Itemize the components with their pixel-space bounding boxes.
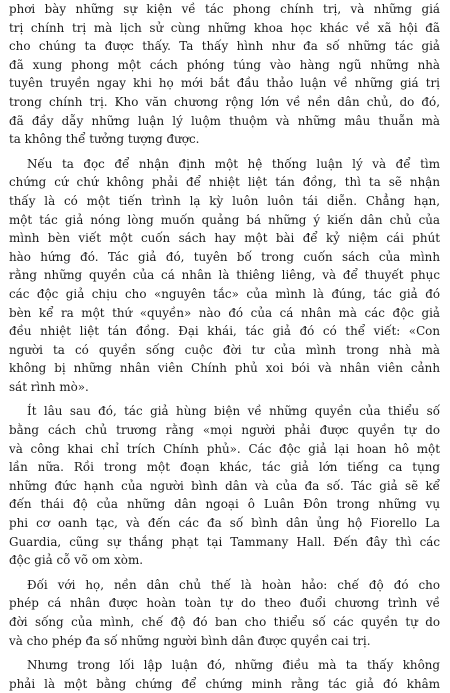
text-line: lần nữa. Rồi trong một đoạn khác, tác giả lớn tiếng ca tụng — [9, 460, 440, 475]
text-line: chứng cứ chứ không phải để nhiệt liệt tán đồng, thì ta sẽ nhận — [9, 175, 440, 190]
text-line: đến thái độ của những dân ngoại ô Luân Đôn trong những vụ — [9, 497, 440, 512]
text-line: trị chính trị mà lịch sử cùng những khoa học khác về xã hội đã — [9, 20, 440, 35]
text-line: cho chúng ta được thấy. Ta thấy hình như đa số những tác giả — [9, 39, 440, 54]
paragraph — [9, 155, 440, 397]
text-line: thấy là có một tiến trình lạ kỳ luôn luôn tái diễn. Chẳng hạn, — [9, 193, 440, 208]
text-line: phơi bày những sự kiện về tác phong chính trị, và những giá — [9, 2, 440, 16]
text-line: bèn kể ra một thứ «quyền» nào đó của cá nhân mà các độc giả — [9, 305, 440, 320]
text-line: ta không thể tưởng tượng được. — [9, 132, 200, 147]
text-line: và công khai chỉ trích Chính phủ». Các độc giả lại hoan hô một — [9, 441, 440, 456]
text-line: một tác giả nóng lòng muốn quảng bá những ý kiến dân chủ của — [9, 212, 440, 227]
text-line: Nhưng trong lối lập luận đó, những điều mà ta thấy không — [27, 658, 440, 673]
text-line: trong chính trị. Kho văn chương rộng lớn về nền dân chủ, do đó, — [9, 94, 440, 109]
text-line: sát rình mò». — [9, 379, 89, 394]
text-line: phải là một bằng chứng để chứng minh rằng tác giả đó khâm — [9, 676, 440, 691]
text-line: hào hứng đó. Tác giả đó, tuyên bố trong cuốn sách của mình — [9, 249, 440, 264]
text-line: Nếu ta đọc để nhận định một hệ thống luận lý và để tìm — [27, 156, 440, 171]
text-line: đều nhiệt liệt tán đồng. Đại khái, tác giả đó có thể viết: «Con — [9, 324, 440, 339]
text-line: phép cá nhân được hoàn toàn tự do theo đuổi chương trình về — [9, 596, 440, 611]
text-line: và cho phép đa số những người bình dân được quyền cai trị. — [9, 633, 371, 648]
paragraph — [9, 576, 440, 650]
text-line: tuyên truyền ngay khi họ mới bắt đầu thảo luận về những giá trị — [9, 76, 440, 91]
text-line: đã đầy dẫy những luận lý luộm thuộm và những mâu thuẫn mà — [9, 113, 440, 128]
paragraph — [9, 656, 440, 693]
text-line: không bị những nhân viên Chính phủ xoi bói và nhân viên cảnh — [9, 361, 440, 376]
text-line: những đức hạnh của người bình dân và của đa số. Tác giả sẽ kể — [9, 478, 440, 493]
text-line: rằng những quyền của cá nhân là thiêng liêng, và để thuyết phục — [9, 268, 440, 283]
text-line: các độc giả chịu cho «nguyên tắc» của mình là đúng, tác giả đó — [9, 286, 440, 301]
text-body — [9, 0, 440, 693]
text-line: độc giả cỗ võ om xòm. — [9, 553, 143, 568]
text-line: Guardia, cũng sự thắng phạt tại Tammany Hall. Đến đây thì các — [9, 534, 440, 549]
paragraph — [9, 0, 440, 149]
text-line: đời sống của mình, chế độ đó ban cho thiểu số các quyền tự do — [9, 615, 440, 629]
paragraph — [9, 402, 440, 569]
text-line: mình bèn viết một cuốn sách hay một bài để kỷ niệm cái phút — [9, 231, 440, 246]
text-line: đã xung phong một cách phóng túng vào hàng ngũ những nhà — [9, 57, 440, 72]
text-line: người ta có quyền sống cuộc đời tư của mình trong nhà mà — [9, 342, 440, 357]
text-line: Ít lâu sau đó, tác giả hùng biện về những quyền của thiểu số — [27, 404, 440, 419]
text-line: phi cơ oanh tạc, và đến các đa số bình dân ủng hộ Fiorello La — [9, 516, 440, 531]
text-line: Đối với họ, nền dân chủ thế là hoàn hảo: chế độ đó cho — [27, 577, 440, 592]
text-line: bằng cách chủ trương rằng «mọi người phải được quyền tự do — [9, 423, 440, 438]
